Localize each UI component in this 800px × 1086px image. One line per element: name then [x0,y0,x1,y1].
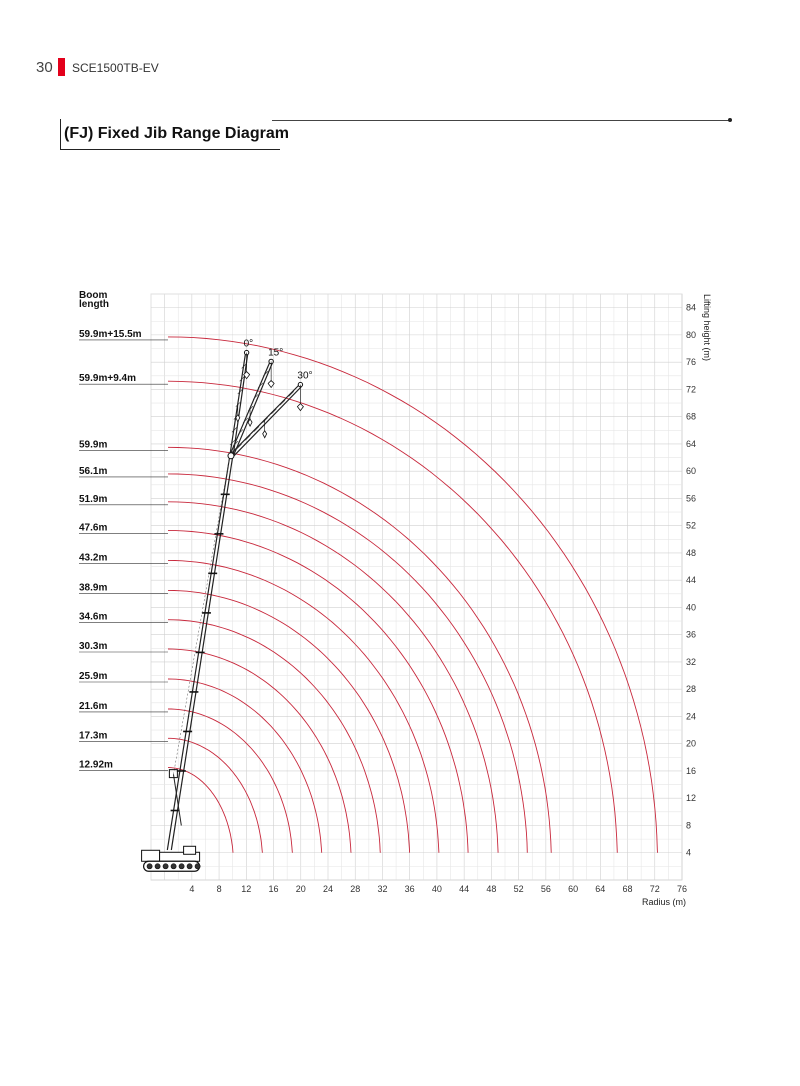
boom-length-label: 25.9m [79,670,108,682]
x-tick-label: 12 [241,884,252,894]
hook-block [297,404,303,411]
x-tick-label: 64 [595,884,606,894]
y-tick-label: 40 [686,602,697,613]
jib-offset-label: 15° [268,347,284,359]
mast [173,774,181,825]
boom-tip-sheave [228,453,234,459]
boom-length-label: 59.9m+9.4m [79,373,136,385]
range-arc [168,447,551,852]
boom-length-heading-line2: length [79,299,109,310]
x-axis-title: Radius (m) [641,897,686,907]
x-tick-label: 40 [431,884,442,894]
boom-length-label: 34.6m [79,611,108,623]
range-arc [168,620,380,853]
cab [184,846,196,854]
x-tick-label: 4 [189,884,195,894]
x-tick-label: 32 [377,884,388,894]
y-tick-label: 4 [686,847,692,858]
x-tick-label: 56 [540,884,551,894]
range-arc [168,474,527,853]
range-arcs [168,337,658,853]
y-tick-label: 16 [686,765,697,776]
boom-length-label: 56.1m [79,465,108,477]
hook-block [268,380,274,387]
track-roller [195,864,200,869]
y-tick-label: 28 [686,684,697,695]
y-tick-label: 36 [686,629,697,640]
y-tick-label: 8 [686,820,692,831]
boom-length-labels [79,329,142,771]
y-tick-label: 68 [686,411,697,422]
boom-length-label: 59.9m+15.5m [79,328,142,340]
x-axis-ticks [189,884,687,894]
x-tick-label: 20 [295,884,306,894]
grid [151,294,682,880]
y-tick-label: 32 [686,656,697,667]
boom-length-label: 47.6m [79,522,108,534]
y-tick-label: 24 [686,711,697,722]
jib-chord [233,363,272,456]
jib-offset-label: 30° [297,370,313,382]
y-tick-label: 76 [686,357,697,368]
x-tick-label: 68 [622,884,633,894]
jib-chord [233,387,301,457]
boom-length-label: 30.3m [79,641,108,653]
range-arc [168,337,658,853]
y-tick-label: 12 [686,793,697,804]
y-tick-label: 60 [686,466,697,477]
track-roller [163,864,168,869]
aux-hook [263,431,267,438]
y-axis-ticks [686,303,696,858]
counterweight [142,850,160,861]
x-tick-label: 48 [486,884,497,894]
grid-frame [151,294,682,880]
boom-length-label: 43.2m [79,552,108,564]
range-arc [168,679,322,853]
x-tick-label: 8 [216,884,222,894]
x-tick-label: 44 [459,884,470,894]
jib-offset-label: 0° [243,338,254,350]
boom-length-label: 38.9m [79,582,108,594]
y-tick-label: 72 [686,384,697,395]
boom-length-label: 17.3m [79,730,108,742]
track-roller [147,864,152,869]
range-arc [168,649,351,853]
page-number: 30 [36,59,53,76]
y-tick-label: 56 [686,493,697,504]
boom-length-label: 21.6m [79,700,108,712]
pendant-line [173,455,230,775]
x-tick-label: 52 [513,884,524,894]
x-tick-label: 24 [322,884,334,894]
section-title: (FJ) Fixed Jib Range Diagram [64,125,289,142]
x-tick-label: 36 [404,884,415,894]
boom-length-label: 51.9m [79,493,108,505]
track-roller [187,864,192,869]
boom-length-label: 12.92m [79,759,113,771]
y-tick-label: 64 [686,438,697,449]
track-roller [179,864,184,869]
boom-length-heading-line1: Boom [79,290,108,301]
y-tick-label: 80 [686,329,697,340]
y-tick-label: 44 [686,575,697,586]
x-tick-label: 76 [676,884,688,894]
y-axis-title: Lifting height (m) [702,294,712,362]
model-name: SCE1500TB-EV [72,61,159,75]
y-tick-label: 48 [686,547,697,558]
x-tick-label: 16 [268,884,279,894]
x-tick-label: 28 [350,884,361,894]
track-roller [155,864,160,869]
range-arc [168,590,410,852]
y-tick-label: 20 [686,738,697,749]
y-tick-label: 52 [686,520,697,531]
track-roller [171,864,176,869]
x-tick-label: 60 [568,884,579,894]
x-tick-label: 72 [649,884,660,894]
boom-length-label: 59.9m [79,439,108,451]
y-tick-label: 84 [686,302,697,313]
